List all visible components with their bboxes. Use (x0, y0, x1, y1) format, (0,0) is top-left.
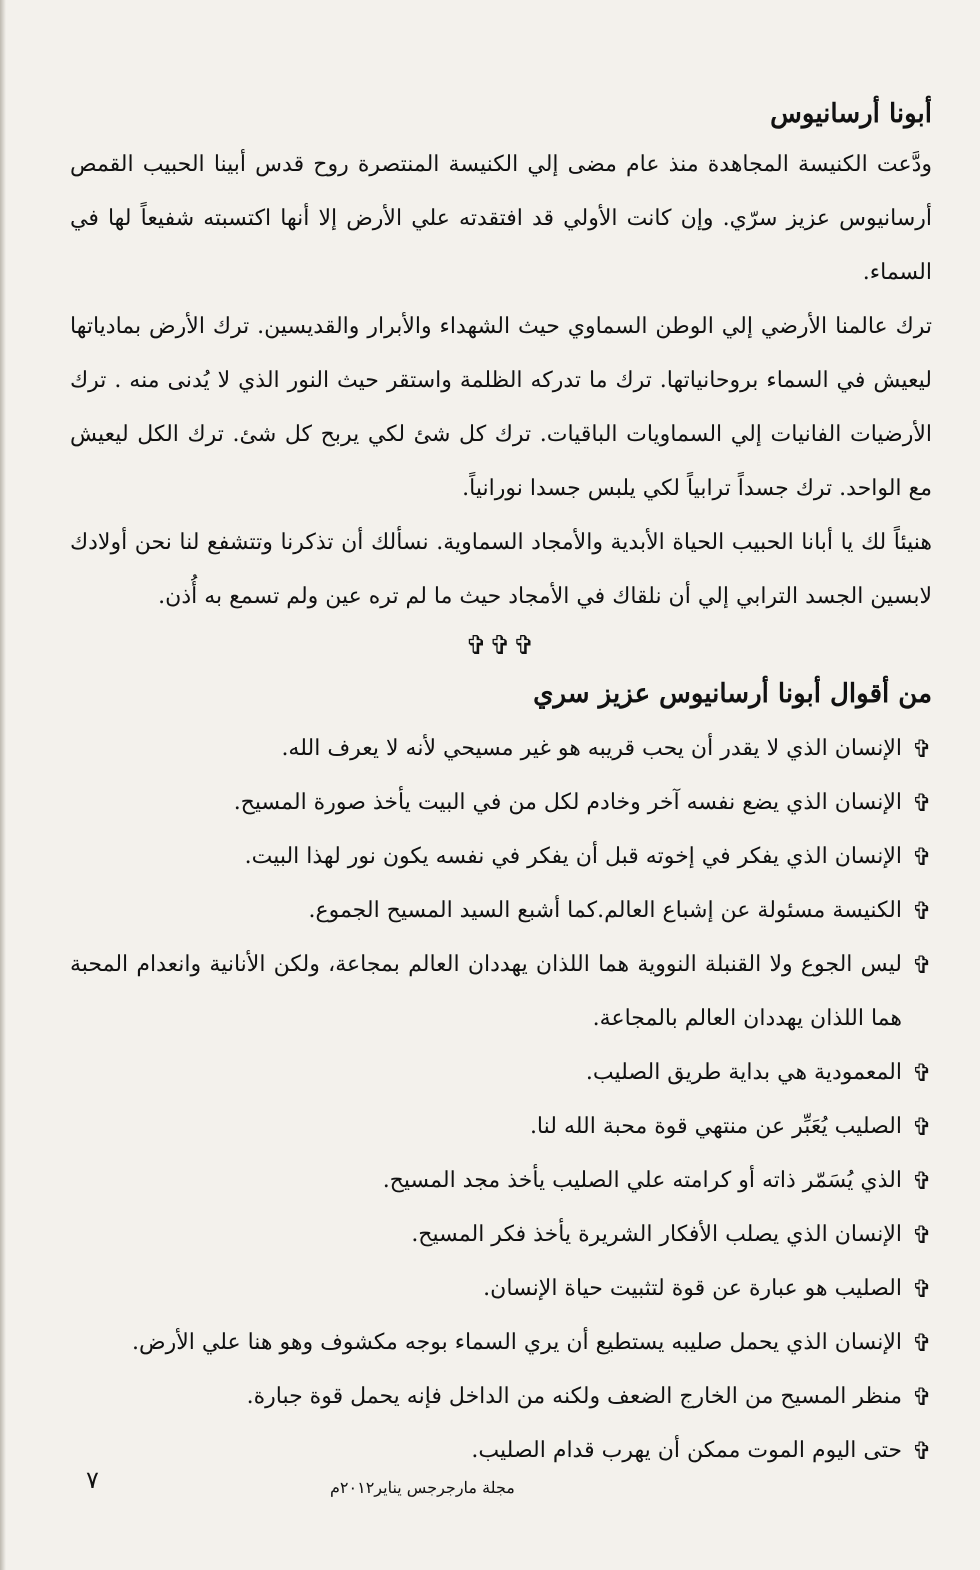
saying-text: الإنسان الذي يحمل صليبه يستطيع أن يري السماء بوجه مكشوف وهو هنا علي الأرض. (131, 1330, 902, 1355)
cross-bullet-icon: ✞ (911, 735, 932, 763)
saying-text: منظر المسيح من الخارج الضعف ولكنه من الداخل فإنه يحمل قوة جبارة. (246, 1384, 902, 1409)
list-item (70, 1208, 932, 1262)
list-item (70, 1424, 932, 1478)
article-title: أبونا أرسانيوس (770, 99, 932, 129)
saying-text: الصليب يُعَبِّر عن منتهي قوة محبة الله لنا. (529, 1114, 902, 1139)
list-item (70, 938, 932, 1046)
cross-bullet-icon: ✞ (911, 1329, 932, 1357)
page-footer (0, 1466, 980, 1512)
cross-bullet-icon: ✞ (911, 1437, 932, 1465)
cross-separator-icon: ✞✞✞ (465, 631, 537, 661)
list-item (70, 884, 932, 938)
list-item (70, 1100, 932, 1154)
page-number: ٧ (86, 1466, 99, 1494)
list-item (70, 830, 932, 884)
article-paragraph-2: ترك عالمنا الأرضي إلي الوطن السماوي حيث الشهداء والأبرار والقديسين. ترك الأرض بمادياتها ليعيش في السماء بروحانياتها. ترك ما تدركه الظلمة واستقر حيث النور الذي لا يُدنى منه . ترك الأرضيات الفانيات إلي السماويات الباقيات. ترك كل شئ لكي يربح كل شئ. ترك الكل ليعيش مع الواحد. ترك جسداً ترابياً لكي يلبس جسدا نورانياً. (70, 314, 932, 501)
list-item (70, 1262, 932, 1316)
cross-bullet-icon: ✞ (911, 1275, 932, 1303)
cross-bullet-icon: ✞ (911, 951, 932, 979)
saying-text: المعمودية هي بداية طريق الصليب. (585, 1060, 902, 1085)
saying-text: الصليب هو عبارة عن قوة لتثبيت حياة الإنسان. (483, 1276, 902, 1301)
cross-bullet-icon: ✞ (911, 897, 932, 925)
cross-bullet-icon: ✞ (911, 1059, 932, 1087)
cross-bullet-icon: ✞ (911, 1167, 932, 1195)
saying-text: ليس الجوع ولا القنبلة النووية هما اللذان يهددان العالم بمجاعة، ولكن الأنانية وانعدام المحبة هما اللذان يهددان العالم بالمجاعة. (70, 952, 903, 1031)
list-item (70, 1046, 932, 1100)
cross-bullet-icon: ✞ (911, 1383, 932, 1411)
cross-bullet-icon: ✞ (911, 1113, 932, 1141)
magazine-caption: مجلة مارجرجس يناير٢٠١٢م (330, 1478, 515, 1497)
sayings-list (70, 722, 932, 1478)
saying-text: الإنسان الذي لا يقدر أن يحب قريبه هو غير مسيحي لأنه لا يعرف الله. (281, 736, 902, 761)
saying-text: الإنسان الذي يصلب الأفكار الشريرة يأخذ فكر المسيح. (411, 1222, 902, 1247)
saying-text: الإنسان الذي يضع نفسه آخر وخادم لكل من في البيت يأخذ صورة المسيح. (233, 790, 902, 815)
cross-bullet-icon: ✞ (911, 1221, 932, 1249)
article-paragraph-3: هنيئاً لك يا أبانا الحبيب الحياة الأبدية والأمجاد السماوية. نسألك أن تذكرنا وتتشفع لنا نحن أولادك لابسين الجسد الترابي إلي أن نلقاك في الأمجاد حيث ما لم تره عين ولم تسمع به أُذن. (70, 530, 932, 609)
list-item (70, 1154, 932, 1208)
saying-text: حتى اليوم الموت ممكن أن يهرب قدام الصليب. (471, 1438, 902, 1463)
list-item (70, 1370, 932, 1424)
sayings-title: من أقوال أبونا أرسانيوس عزيز سري (533, 679, 932, 709)
document-page (70, 90, 932, 1520)
article-paragraph-1: ودَّعت الكنيسة المجاهدة منذ عام مضى إلي الكنيسة المنتصرة روح قدس أبينا الحبيب القمص أرسانيوس عزيز سرّي. وإن كانت الأولي قد افتقدته علي الأرض إلا أنها اكتسبته شفيعاً لها في السماء. (70, 152, 932, 285)
page-edge-shadow (0, 0, 6, 1570)
saying-text: الكنيسة مسئولة عن إشباع العالم.كما أشبع السيد المسيح الجموع. (308, 898, 902, 923)
list-item (70, 1316, 932, 1370)
list-item (70, 776, 932, 830)
cross-bullet-icon: ✞ (911, 789, 932, 817)
saying-text: الذي يُسَمّر ذاته أو كرامته علي الصليب يأخذ مجد المسيح. (382, 1168, 902, 1193)
list-item (70, 722, 932, 776)
saying-text: الإنسان الذي يفكر في إخوته قبل أن يفكر في نفسه يكون نور لهذا البيت. (244, 844, 902, 869)
cross-bullet-icon: ✞ (911, 843, 932, 871)
